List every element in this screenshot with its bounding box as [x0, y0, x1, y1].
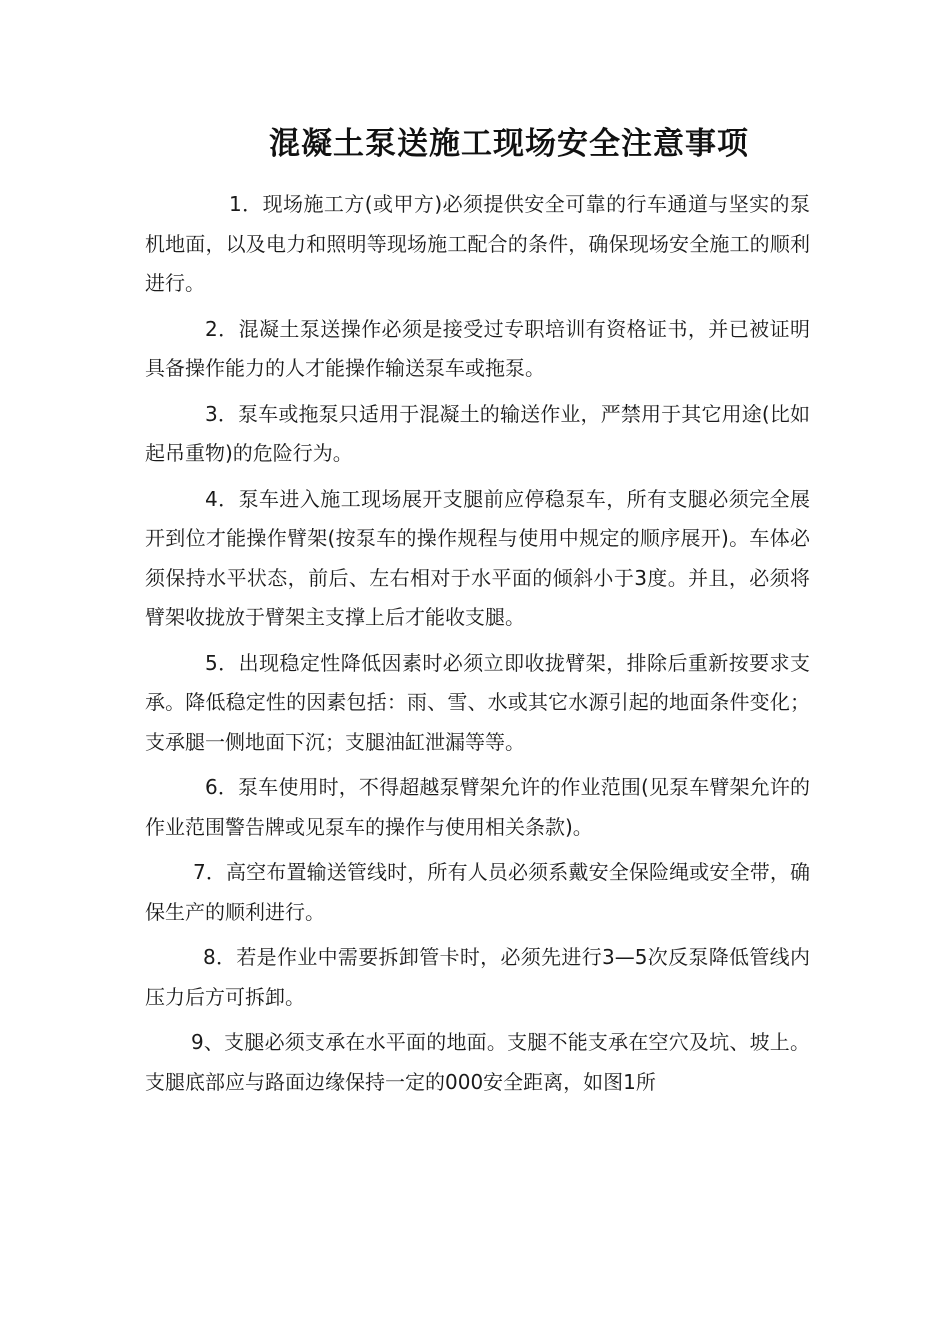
paragraph-text: 泵车或拖泵只适用于混凝土的输送作业，严禁用于其它用途(比如起吊重物)的危险行为。: [145, 401, 810, 465]
paragraph-4: [145, 480, 810, 638]
paragraph-1: [145, 185, 810, 304]
paragraph-text: 若是作业中需要拆卸管卡时，必须先进行3—5次反泵降低管线内压力后方可拆卸。: [145, 945, 810, 1009]
document-title: 混凝土泵送施工现场安全注意事项: [269, 126, 749, 162]
paragraph-text: 泵车使用时，不得超越泵臂架允许的作业范围(见泵车臂架允许的作业范围警告牌或见泵车的操作与使用相关条款)。: [145, 775, 810, 839]
paragraph-number: 7．: [193, 860, 227, 884]
paragraph-6: [145, 768, 810, 847]
paragraph-text: 现场施工方(或甲方)必须提供安全可靠的行车通道与坚实的泵机地面，以及电力和照明等现场施工配合的条件，确保现场安全施工的顺利进行。: [145, 192, 810, 295]
paragraph-2: [145, 310, 810, 389]
paragraph-8: [145, 938, 810, 1017]
paragraph-number: 6．: [205, 775, 239, 799]
paragraph-text: 泵车进入施工现场展开支腿前应停稳泵车，所有支腿必须完全展开到位才能操作臂架(按泵车的操作规程与使用中规定的顺序展开)。车体必须保持水平状态，前后、左右相对于水平面的倾斜小于3度。并且，必须将臂架收拢放于臂架主支撑上后才能收支腿。: [145, 486, 810, 629]
paragraph-number: 9、: [191, 1030, 225, 1054]
document-body: [145, 185, 810, 1108]
paragraph-number: 3．: [205, 401, 239, 426]
paragraph-number: 4．: [205, 486, 239, 511]
paragraph-text: 出现稳定性降低因素时必须立即收拢臂架，排除后重新按要求支承。降低稳定性的因素包括：雨、雪、水或其它水源引起的地面条件变化；支承腿一侧地面下沉；支腿油缸泄漏等等。: [145, 650, 810, 754]
paragraph-number: 8．: [203, 945, 237, 969]
paragraph-5: [145, 644, 810, 763]
paragraph-number: 1．: [229, 192, 263, 216]
paragraph-number: 2．: [205, 316, 239, 341]
paragraph-7: [145, 853, 810, 932]
paragraph-text: 高空布置输送管线时，所有人员必须系戴安全保险绳或安全带，确保生产的顺利进行。: [145, 860, 810, 924]
paragraph-3: [145, 395, 810, 474]
paragraph-9: [145, 1023, 810, 1102]
paragraph-text: 支腿必须支承在水平面的地面。支腿不能支承在空穴及坑、坡上。支腿底部应与路面边缘保持一定的000安全距离，如图1所: [145, 1030, 811, 1094]
paragraph-number: 5．: [205, 650, 239, 675]
paragraph-text: 混凝土泵送操作必须是接受过专职培训有资格证书，并已被证明具备操作能力的人才能操作输送泵车或拖泵。: [145, 316, 810, 380]
